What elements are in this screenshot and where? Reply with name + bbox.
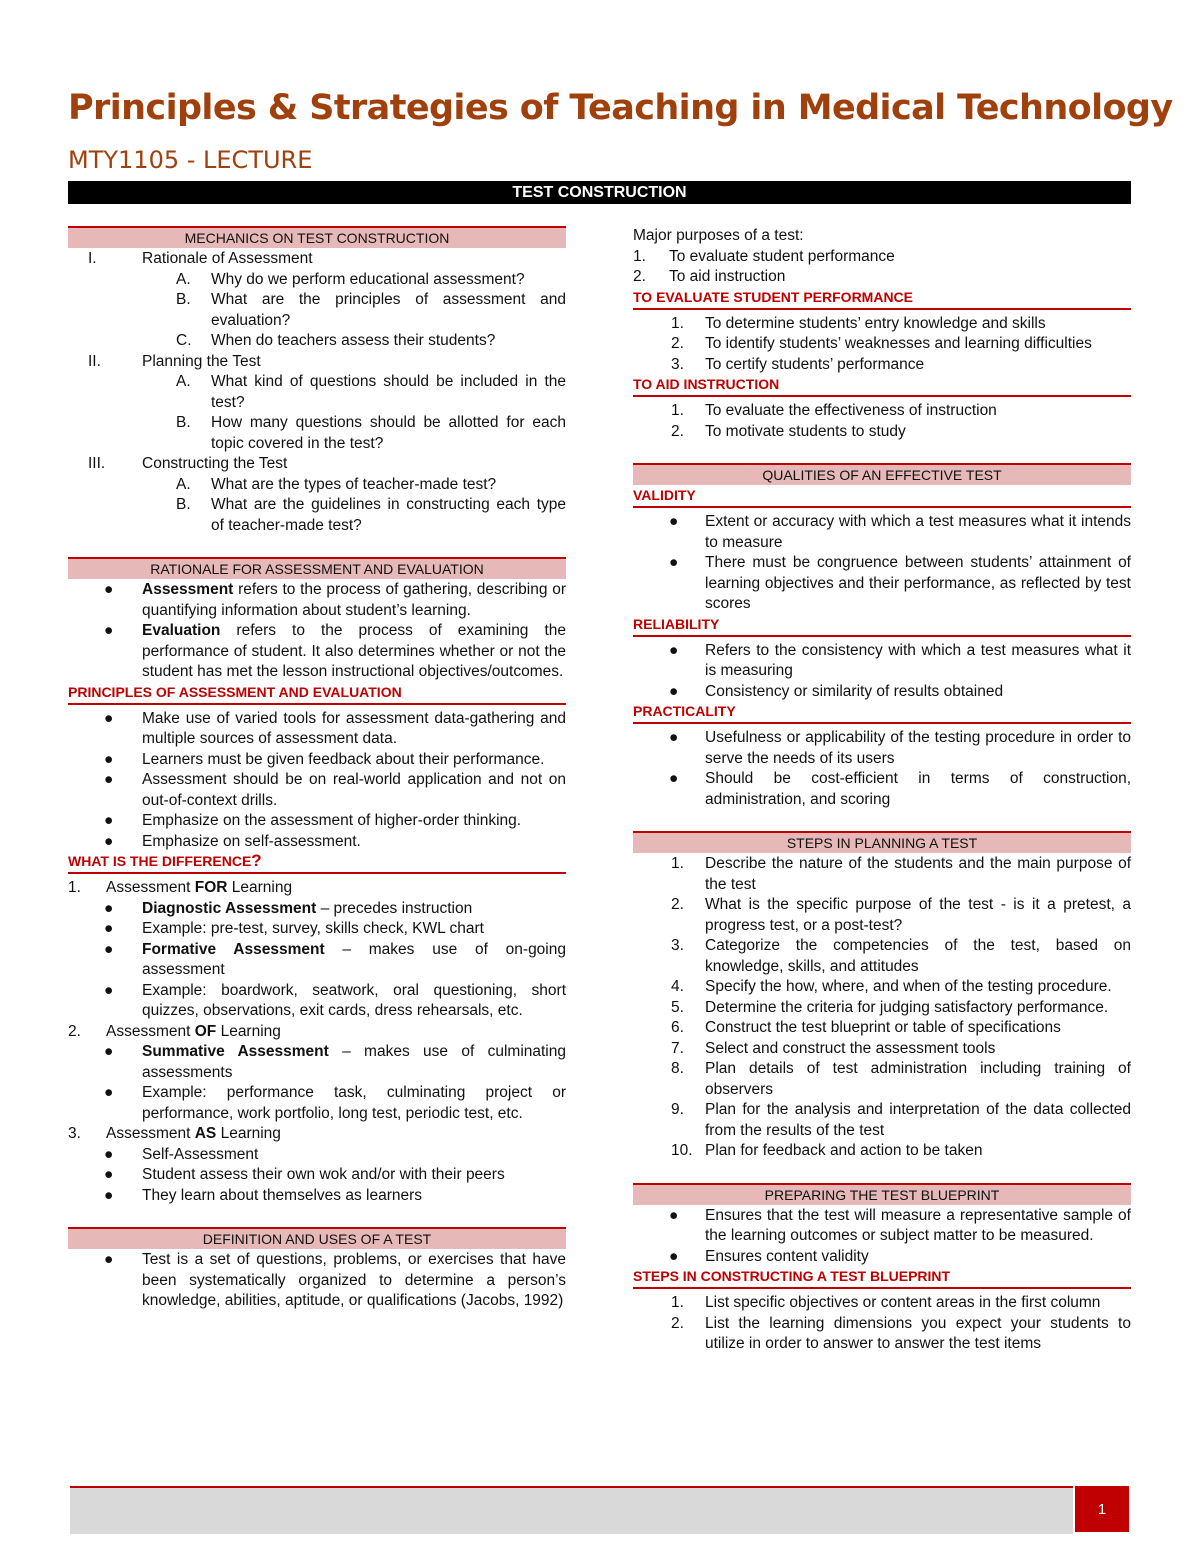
list-item: ● Usefulness or applicability of the testing procedure in order to serve the needs of its users [669,729,1131,767]
list-item: 4. Specify the how, where, and when of the testing procedure. [671,978,1112,995]
course-code: MTY1105 - LECTURE [68,146,313,174]
outline-subitem: B. What are the guidelines in constructing each type of teacher-made test? [176,496,566,534]
list-item: 3. To certify students’ performance [671,355,925,373]
section-heading: PREPARING THE TEST BLUEPRINT [633,1183,1131,1205]
list-item: ● Self-Assessment [104,1145,259,1163]
right-column [633,226,1131,1355]
left-column [68,226,566,1312]
list-item: ● Example: performance task, culminating project or performance, work portfolio, long test, periodic test, etc. [104,1084,566,1122]
list-item: ● Emphasize on self-assessment. [104,832,361,850]
list-item: ● Summative Assessment – makes use of culminating assessments [104,1043,566,1081]
subsection-heading: RELIABILITY [633,615,1131,637]
list-item: 2. To aid instruction [633,268,786,285]
list-item: 3. Categorize the competencies of the test, based on knowledge, skills, and attitudes [671,937,1131,975]
list-item: ● They learn about themselves as learners [104,1186,423,1204]
document-title: Principles & Strategies of Teaching in Medical Technology [68,88,1173,128]
list-item: ● Extent or accuracy with which a test measures what it intends to measure [669,513,1131,551]
list-item: 1. To evaluate the effectiveness of instruction [671,402,997,419]
list-item: ● Assessment should be on real-world application and not on out-of-context drills. [104,771,566,809]
list-item: 7. Select and construct the assessment tools [671,1039,996,1057]
list-item: 8. Plan details of test administration including training of observers [671,1060,1131,1098]
list-item: 1. Describe the nature of the students and the main purpose of the test [671,855,1131,893]
list-item: 6. Construct the test blueprint or table of specifications [671,1019,1061,1036]
list-item: 2. List the learning dimensions you expect your students to utilize in order to answer to answer the test items [671,1314,1131,1352]
list-item: ● There must be congruence between students’ attainment of learning objectives and their performance, as reflected by test scores [669,554,1131,612]
subsection-heading: STEPS IN CONSTRUCTING A TEST BLUEPRINT [633,1267,1131,1289]
definition-item: ● Assessment refers to the process of gathering, describing or quantifying information about student’s learning. [104,581,566,619]
outline-subitem: B. What are the principles of assessment and evaluation? [176,291,566,329]
list-item: 2. To identify students’ weaknesses and learning difficulties [671,335,1092,352]
section-banner: TEST CONSTRUCTION [68,181,1131,204]
outline-item: II. Planning the Test [88,352,261,370]
subsection-heading: WHAT IS THE DIFFERENCE? [68,852,566,874]
list-item: ● Example: boardwork, seatwork, oral questioning, short quizzes, observations, exit cards, dress rehearsals, etc. [104,981,566,1019]
section-heading: MECHANICS ON TEST CONSTRUCTION [68,226,566,248]
list-item: 3. Assessment AS Learning [68,1125,281,1142]
purposes-intro: Major purposes of a test: [633,227,804,244]
page-footer [70,1486,1073,1534]
list-item: 5. Determine the criteria for judging satisfactory performance. [671,998,1109,1016]
outline-item: I. Rationale of Assessment [88,250,313,267]
list-item: 1. Assessment FOR Learning [68,879,293,896]
subsection-heading: TO AID INSTRUCTION [633,375,1131,397]
list-item: ● Ensures content validity [669,1247,869,1265]
subsection-heading: TO EVALUATE STUDENT PERFORMANCE [633,288,1131,310]
list-item: 10. Plan for feedback and action to be taken [671,1142,983,1159]
list-item: ● Emphasize on the assessment of higher-order thinking. [104,812,522,829]
list-item: ● Test is a set of questions, problems, or exercises that have been systematically organized to determine a person’s knowledge, abilities, aptitude, or qualifications (Jacobs, 1992) [104,1251,566,1309]
list-item: 1. To determine students’ entry knowledge and skills [671,314,1046,332]
list-item: ● Example: pre-test, survey, skills check, KWL chart [104,920,484,937]
subsection-heading: PRINCIPLES OF ASSESSMENT AND EVALUATION [68,683,566,705]
outline-subitem: C. When do teachers assess their students? [176,332,496,349]
list-item: 2. To motivate students to study [671,422,906,440]
outline-subitem: A. What are the types of teacher-made test? [176,475,497,493]
section-heading: STEPS IN PLANNING A TEST [633,831,1131,853]
outline-subitem: B. How many questions should be allotted for each topic covered in the test? [176,414,566,452]
definition-item: ● Evaluation refers to the process of examining the performance of student. It also determines whether or not the student has met the lesson instructional objectives/outcomes. [104,622,566,680]
section-heading: RATIONALE FOR ASSESSMENT AND EVALUATION [68,557,566,579]
list-item: ● Student assess their own wok and/or with their peers [104,1166,505,1183]
outline-subitem: A. What kind of questions should be included in the test? [176,373,566,411]
subsection-heading: VALIDITY [633,486,1131,508]
list-item: ● Refers to the consistency with which a test measures what it is measuring [669,641,1131,679]
list-item: ● Make use of varied tools for assessment data-gathering and multiple sources of assessment data. [104,709,566,747]
list-item: 2. Assessment OF Learning [68,1022,281,1040]
list-item: ● Should be cost-efficient in terms of construction, administration, and scoring [669,770,1131,808]
outline-item: III. Constructing the Test [88,455,288,472]
list-item: ● Ensures that the test will measure a representative sample of the learning outcomes or subject matter to be measured. [669,1206,1131,1244]
page-number: 1 [1075,1486,1129,1532]
list-item: 1. To evaluate student performance [633,247,895,265]
outline-subitem: A. Why do we perform educational assessment? [176,270,525,288]
subsection-heading: PRACTICALITY [633,702,1131,724]
list-item: 1. List specific objectives or content areas in the first column [671,1294,1101,1311]
list-item: ● Consistency or similarity of results obtained [669,682,1004,700]
list-item: 2. What is the specific purpose of the test - is it a pretest, a progress test, or a post-test? [671,896,1131,934]
list-item: ● Diagnostic Assessment – precedes instruction [104,899,473,917]
section-heading: QUALITIES OF AN EFFECTIVE TEST [633,463,1131,485]
list-item: 9. Plan for the analysis and interpretation of the data collected from the results of the test [671,1101,1131,1139]
list-item: ● Learners must be given feedback about their performance. [104,750,545,768]
section-heading: DEFINITION AND USES OF A TEST [68,1227,566,1249]
list-item: ● Formative Assessment – makes use of on-going assessment [104,940,566,978]
